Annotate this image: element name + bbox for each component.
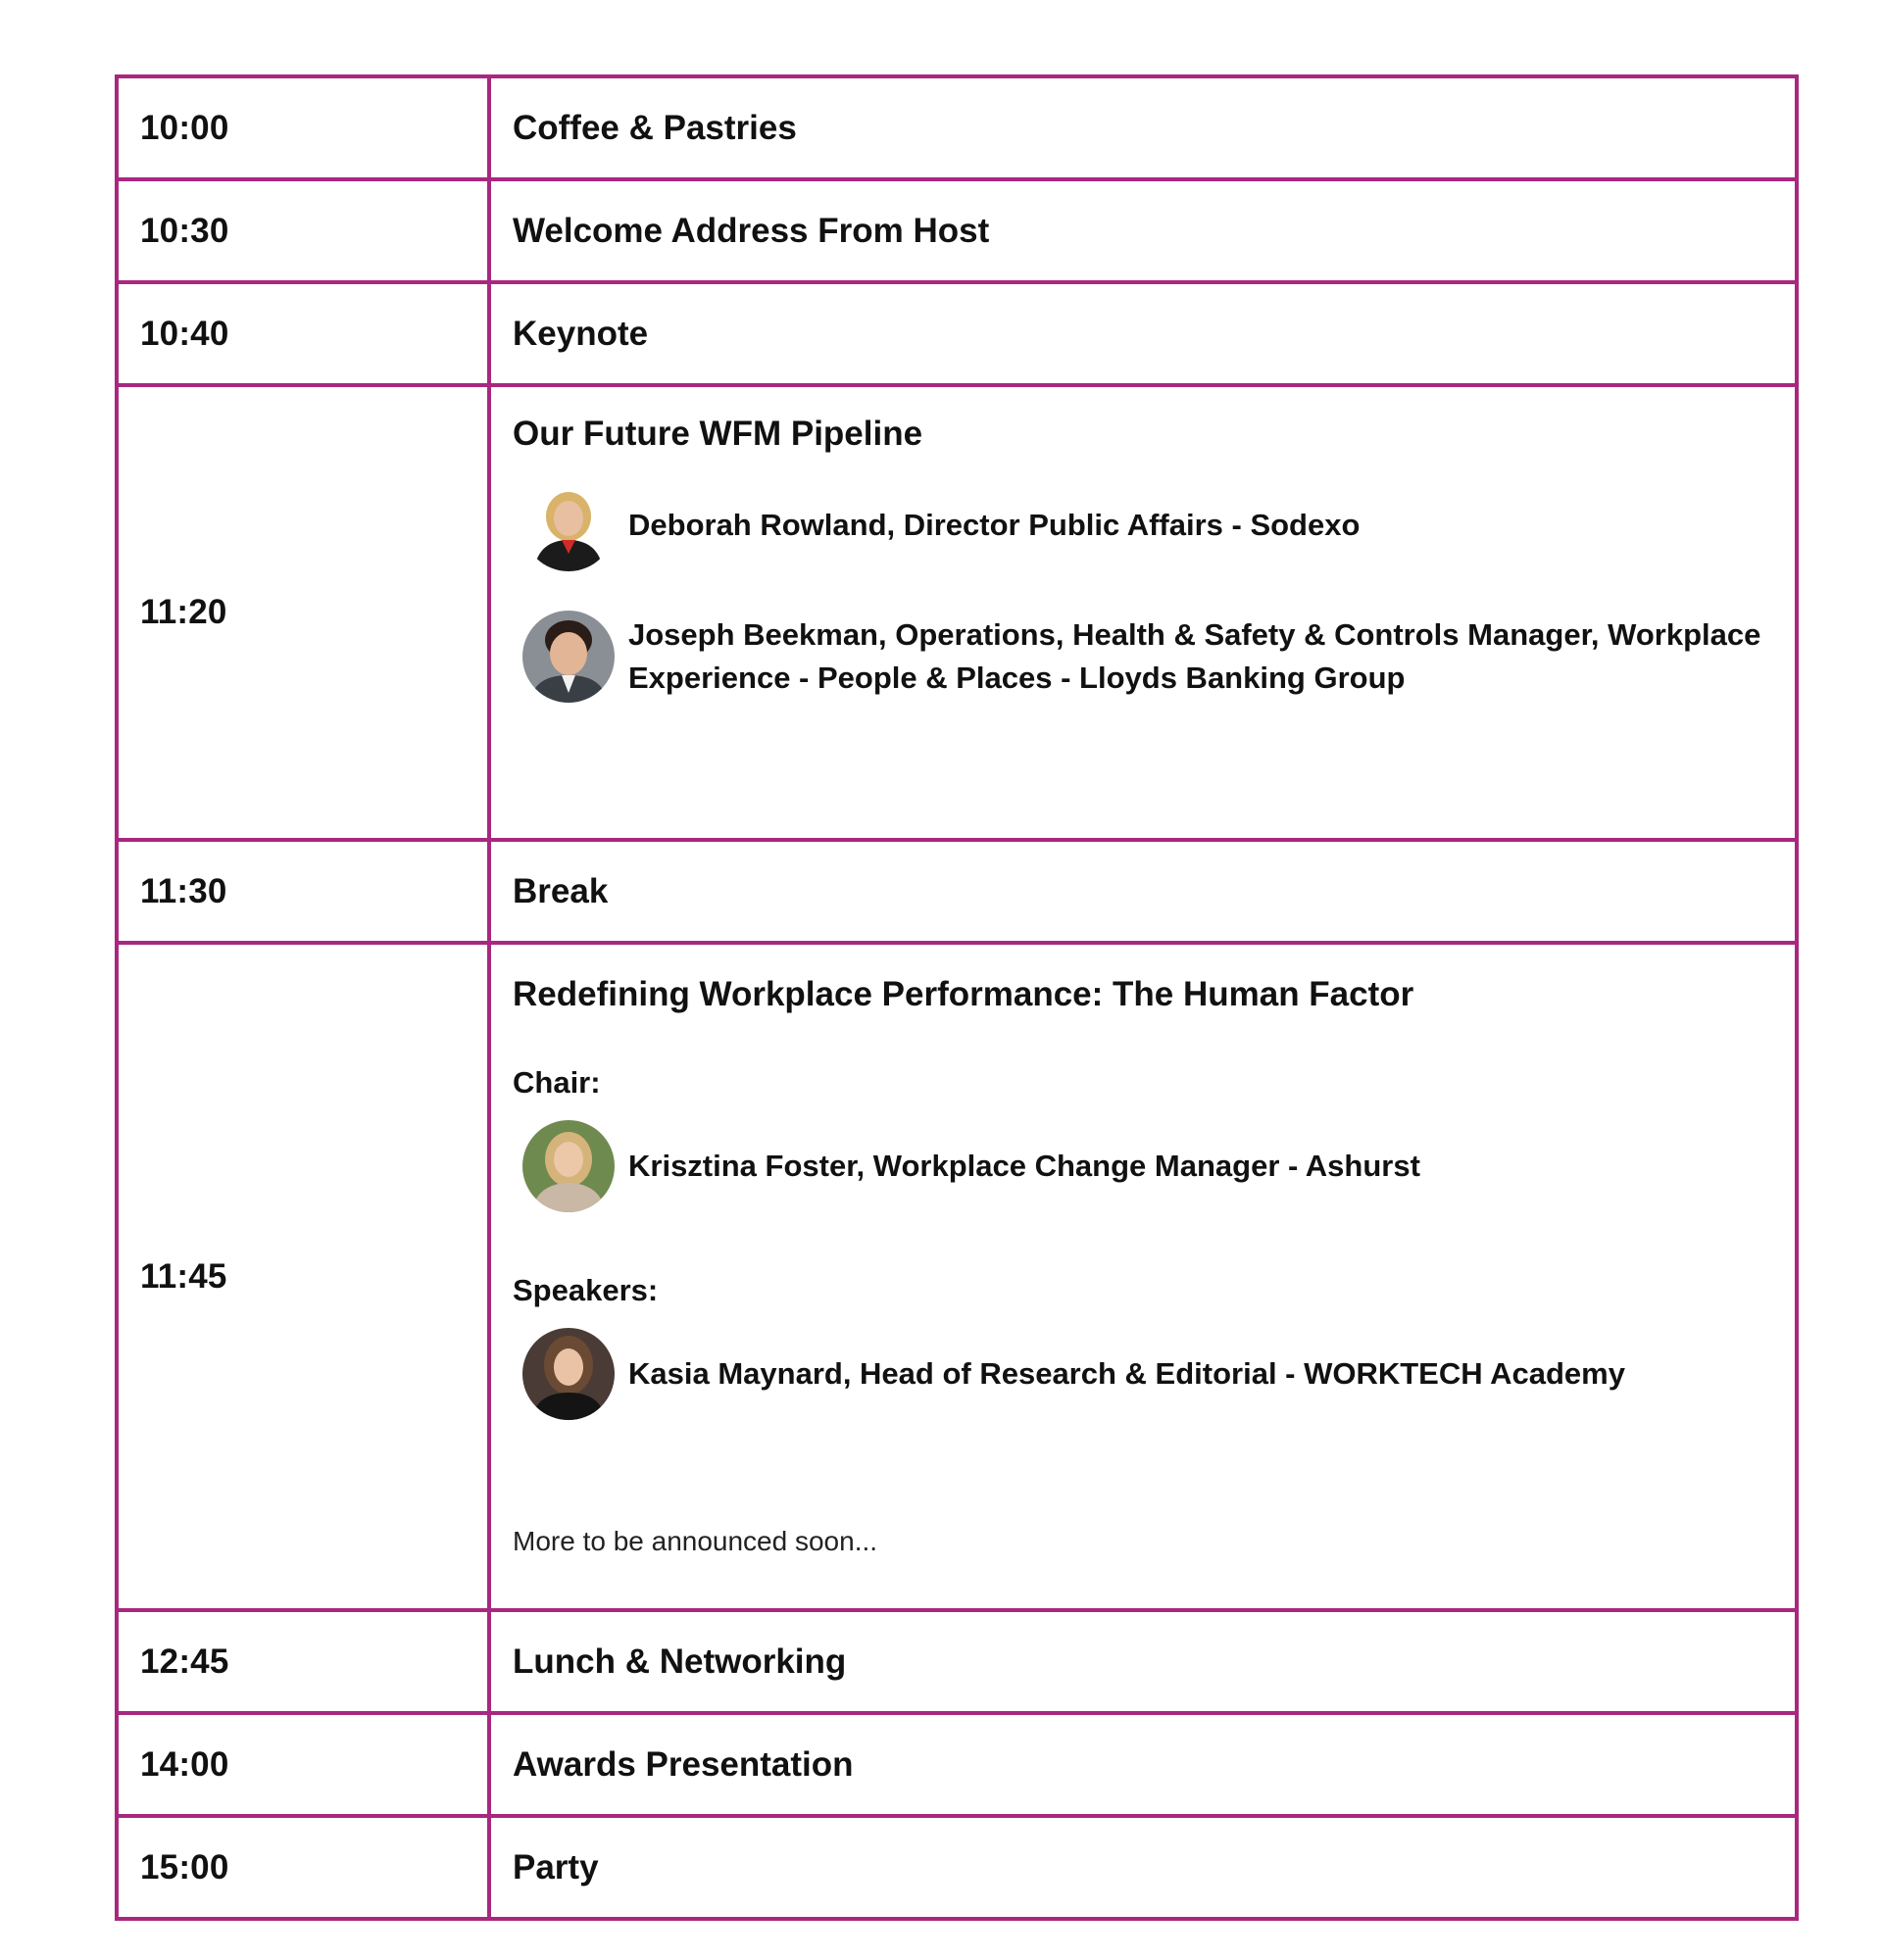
speaker-photo	[522, 611, 615, 703]
session-title: Awards Presentation	[513, 1744, 854, 1784]
agenda-row	[117, 76, 1797, 179]
agenda-row	[117, 840, 1797, 943]
session-cell	[489, 179, 1797, 282]
session-time: 10:00	[117, 76, 489, 179]
speaker-photo	[522, 1328, 615, 1420]
session-title: Keynote	[513, 314, 649, 353]
session-cell	[489, 840, 1797, 943]
session-cell	[489, 943, 1797, 1610]
chair-photo	[522, 1120, 615, 1212]
session-time: 10:40	[117, 282, 489, 385]
chair-label: Chair:	[513, 1064, 601, 1100]
session-time: 14:00	[117, 1713, 489, 1816]
session-title: Party	[513, 1847, 599, 1886]
speaker-name: Kasia Maynard, Head of Research & Editorial - WORKTECH Academy	[628, 1355, 1625, 1391]
agenda-row	[117, 179, 1797, 282]
session-time: 11:20	[117, 385, 489, 840]
agenda-row	[117, 1713, 1797, 1816]
session-cell	[489, 1816, 1797, 1919]
session-cell	[489, 76, 1797, 179]
chair-entry	[522, 1120, 1773, 1212]
session-cell	[489, 282, 1797, 385]
agenda-row	[117, 1816, 1797, 1919]
session-cell	[489, 1610, 1797, 1713]
session-title: Welcome Address From Host	[513, 211, 990, 250]
speaker-name: Deborah Rowland, Director Public Affairs - Sodexo	[628, 508, 1361, 542]
session-title: Redefining Workplace Performance: The Human Factor	[513, 974, 1414, 1013]
chair-name: Krisztina Foster, Workplace Change Manager - Ashurst	[628, 1148, 1420, 1183]
session-details	[513, 954, 1773, 1600]
session-title: Our Future WFM Pipeline	[513, 415, 923, 453]
session-cell	[489, 1713, 1797, 1816]
session-cell	[489, 385, 1797, 840]
session-time: 11:45	[117, 943, 489, 1610]
speaker-photo	[522, 479, 615, 571]
session-title: Lunch & Networking	[513, 1642, 847, 1681]
agenda-row	[117, 943, 1797, 1610]
agenda-row	[117, 282, 1797, 385]
agenda-row	[117, 1610, 1797, 1713]
agenda-row	[117, 385, 1797, 840]
announcement-note: More to be announced soon...	[513, 1525, 878, 1556]
speaker-entry	[522, 479, 1773, 571]
session-time: 12:45	[117, 1610, 489, 1713]
agenda-table	[115, 74, 1799, 1921]
session-details	[513, 397, 1773, 828]
speakers-label: Speakers:	[513, 1272, 659, 1307]
speaker-name: Joseph Beekman, Operations, Health & Safety & Controls Manager, Workplace Experience - People & Places - Lloyds Banking Group	[628, 617, 1761, 695]
speaker-entry	[522, 1328, 1773, 1420]
session-title: Break	[513, 871, 609, 910]
session-time: 10:30	[117, 179, 489, 282]
session-title: Coffee & Pastries	[513, 108, 797, 147]
session-time: 11:30	[117, 840, 489, 943]
speaker-entry	[522, 611, 1773, 703]
session-time: 15:00	[117, 1816, 489, 1919]
